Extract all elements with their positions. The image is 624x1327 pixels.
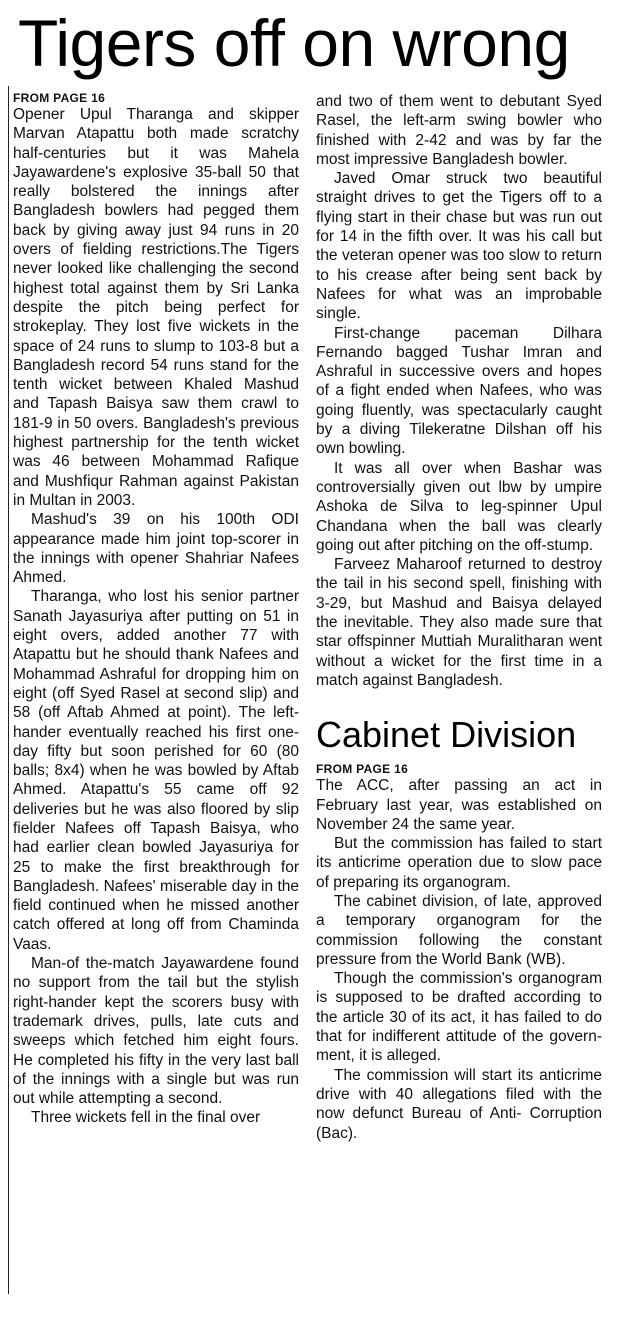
paragraph: Three wickets fell in the final over xyxy=(31,1109,261,1127)
kicker: FROM PAGE 16 xyxy=(13,91,106,105)
paragraph: Though the commission's organogram is supposed to be drafted according to the article 30 of its act, it has failed to do that for indifferent attitude of the govern-ment, it is alleged. xyxy=(316,970,602,1065)
paragraph: Farveez Maharoof returned to destroy the tail in his second spell, finishing with 3-29, but Mashud and Baisya delayed the inevitable. They also made sure that star offspinner Muttiah Muralitharan went without a wicket for the first time in a match against Bangladesh. xyxy=(316,556,602,689)
paragraph: Man-of the-match Jayawardene found no support from the tail but the stylish right-hander kept the scorers busy with trademark drives, pulls, late cuts and sweeps which fetched him eight fours. He completed his fifty in the very last ball of the innings with a single but was run out while attempting a second. xyxy=(13,955,299,1108)
kicker: FROM PAGE 16 xyxy=(316,762,409,777)
paragraph: Mashud's 39 on his 100th ODI appearance made him joint top-scorer in the innings with opener Shahriar Nafees Ahmed. xyxy=(13,511,299,587)
paragraph: It was all over when Bashar was controversially given out lbw by umpire Ashoka de Silva to leg-spinner Upul Chandana when the ball was clearly going out after pitching on the off-stump. xyxy=(316,459,602,554)
paragraph: The commission will start its anticrime drive with 40 allegations filed with the now defunct Bureau of Anti- Corruption (Bac). xyxy=(316,1066,602,1142)
paragraph: Opener Upul Tharanga and skipper Marvan Atapattu both made scratchy half-centuries but it was Mahela Jayawardene's explosive 35-ball 50 that really bolstered the innings after Bangladesh bowlers had pegged them back by giving away just 94 runs in 20 overs of fielding restrictions.The Tigers never looked like challenging the second highest total against them by Sri Lanka despite the pitch being perfect for strokeplay. They lost five wickets in the space of 24 runs to slump to 103-8 but a Bangladesh record 54 runs stand for the tenth wicket between Khaled Mashud and Tapash Baisya saw them crawl to 181-9 in 50 overs. Bangladesh's previous highest partnership for the tenth wicket was 46 between Mohammad Rafique and Mushfiqur Rahman against Pakistan in Multan in 2003. xyxy=(13,106,299,509)
paragraph: Javed Omar struck two beautiful straight drives to get the Tigers off to a flying start in their chase but was run out for 14 in the fifth over. It was his call but the veteran opener was too slow to return to his crease after being sent back by Nafees for what was an improbable single. xyxy=(316,170,602,323)
paragraph: First-change paceman Dilhara Fernando bagged Tushar Imran and Ashraful in successive overs and hopes of a fight ended when Nafees, who was going fluently, was spectacularly caught by a diving Tilekeratne Dilshan off his own bowling. xyxy=(316,324,602,458)
column-left xyxy=(13,91,299,1128)
paragraph: and two of them went to debutant Syed Rasel, the left-arm swing bowler who finished with 2-42 and was by far the most impressive Bangladesh bowler. xyxy=(316,93,602,168)
paragraph: But the commission has failed to start its anticrime operation due to slow pace of preparing its organogram. xyxy=(316,835,602,891)
column-right xyxy=(316,92,602,1143)
paragraph: The ACC, after passing an act in February last year, was established on November 24 the same year. xyxy=(316,777,602,833)
second-story-headline: Cabinet Division xyxy=(316,714,577,756)
paragraph: The cabinet division, of late, approved a temporary organogram for the commission following the constant pressure from the World Bank (WB). xyxy=(316,892,602,968)
headline: Tigers off on wrong xyxy=(18,6,570,80)
paragraph: Tharanga, who lost his senior partner Sanath Jayasuriya after putting on 51 in eight overs, added another 77 with Atapattu but he should thank Nafees and Mohammad Ashraful for dropping him on eight (off Syed Rasel at second slip) and 58 (off Aftab Ahmed at point). The left-hander eventually reached his first one-day fifty but soon perished for 60 (80 balls; 8x4) when he was bowled by Aftab Ahmed. Atapattu's 55 came off 92 deliveries but he was also floored by slip fielder Nafees off Tapash Baisya, who had earlier clean bowled Jayasuriya for 25 to make the first breakthrough for Bangladesh. Nafees' miserable day in the field continued when he missed another catch offered at long off from Chaminda Vaas. xyxy=(13,588,299,953)
column-rule xyxy=(8,86,9,1294)
